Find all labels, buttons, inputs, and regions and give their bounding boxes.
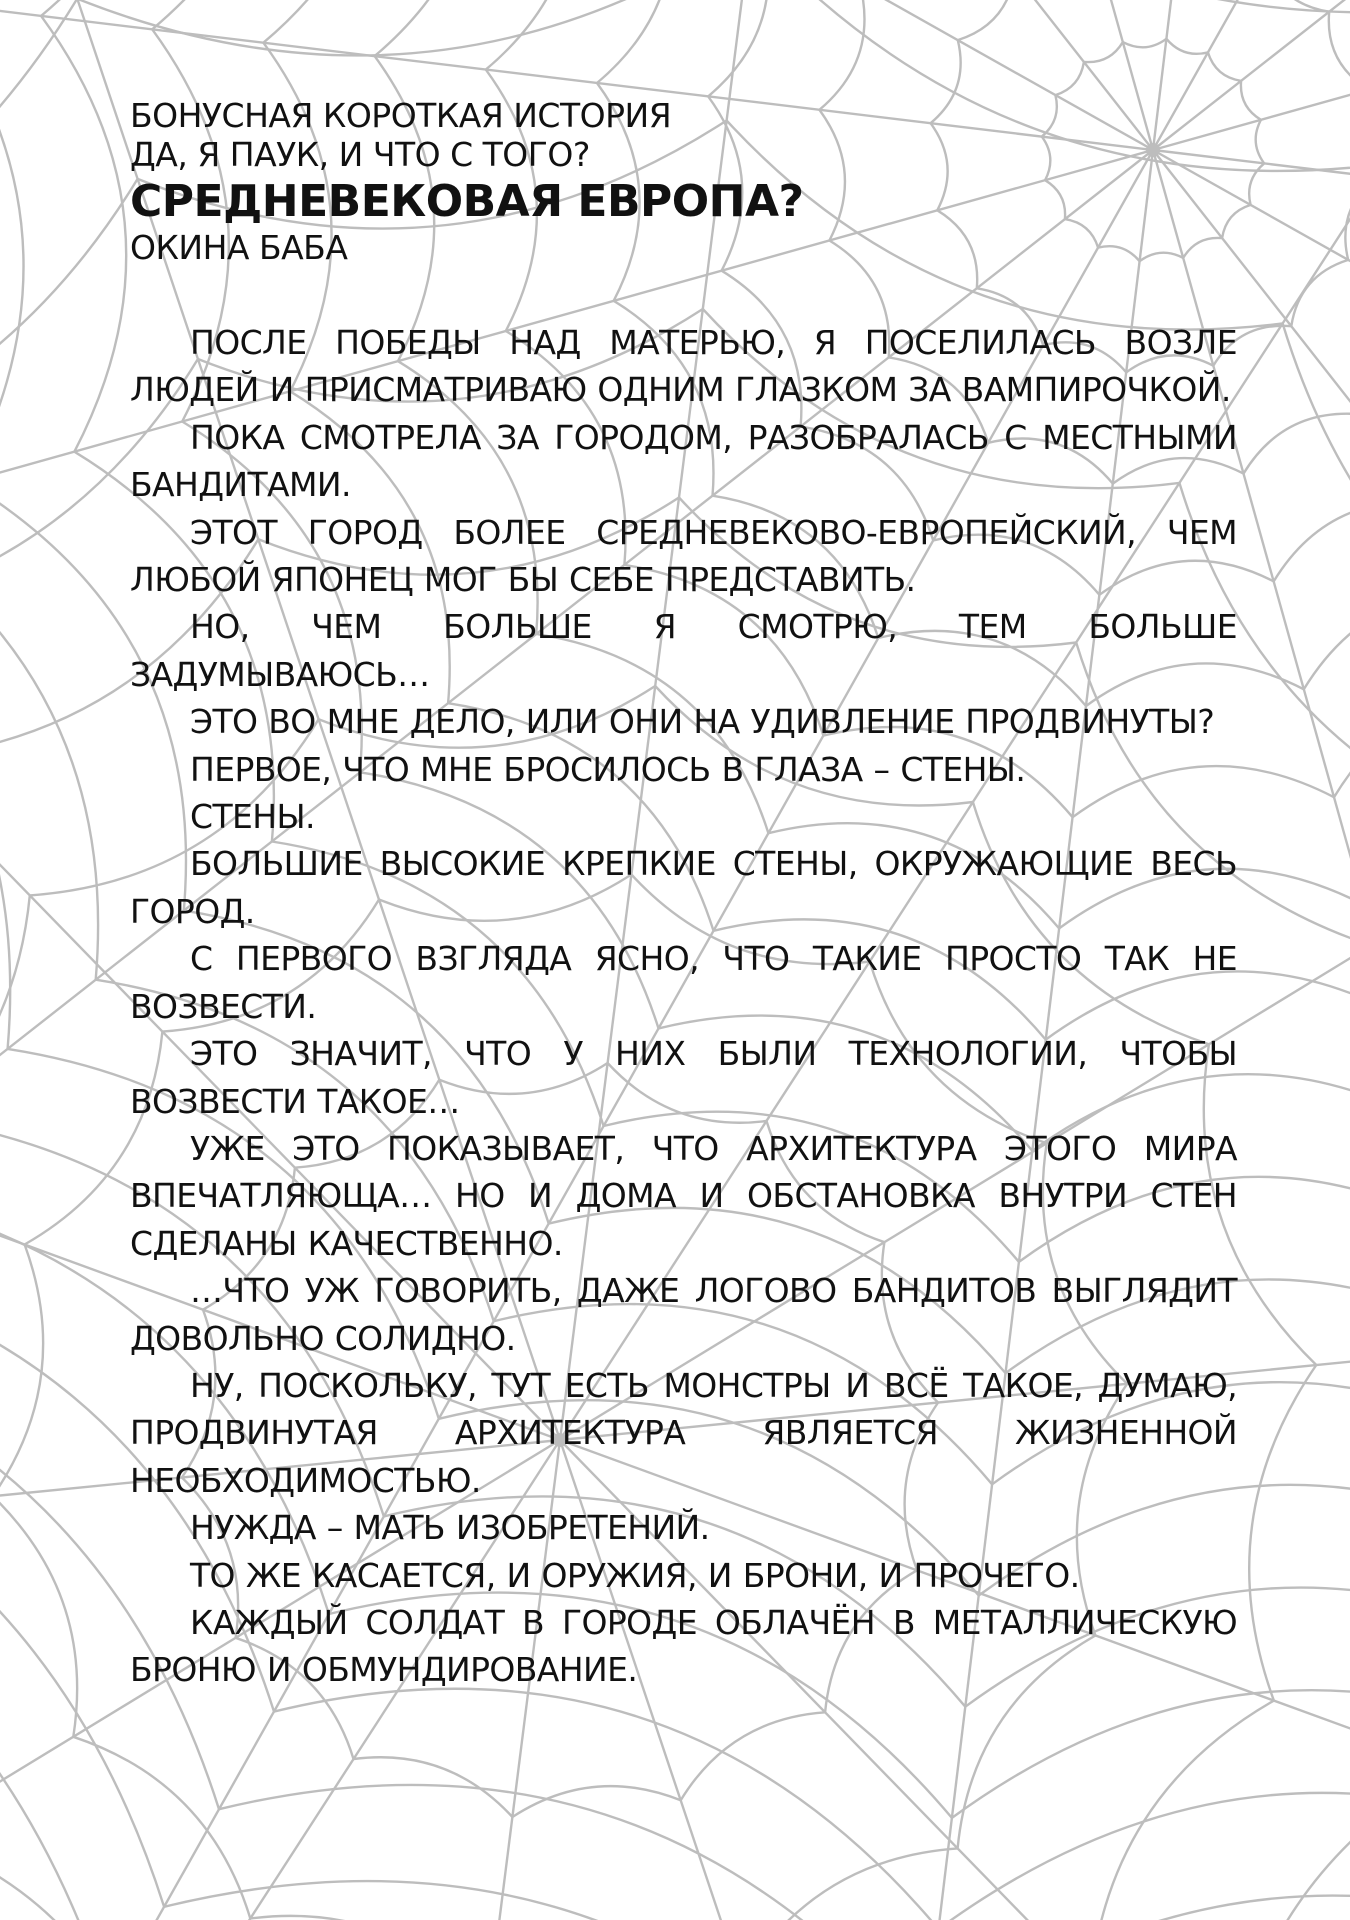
paragraph: НУ, ПОСКОЛЬКУ, ТУТ ЕСТЬ МОНСТРЫ И ВСЁ ТАКОЕ, ДУМАЮ, ПРОДВИНУТАЯ АРХИТЕКТУРА ЯВЛЯЕТСЯ ЖИЗНЕННОЙ НЕОБХОДИМОСТЬЮ. — [130, 1365, 1237, 1500]
paragraph: ЭТОТ ГОРОД БОЛЕЕ СРЕДНЕВЕКОВО-ЕВРОПЕЙСКИЙ, ЧЕМ ЛЮБОЙ ЯПОНЕЦ МОГ БЫ СЕБЕ ПРЕДСТАВИТЬ. — [130, 512, 1237, 600]
story-page — [130, 96, 1237, 1694]
story-body — [130, 319, 1237, 1694]
paragraph: ПОКА СМОТРЕЛА ЗА ГОРОДОМ, РАЗОБРАЛАСЬ С МЕСТНЫМИ БАНДИТАМИ. — [130, 417, 1237, 505]
paragraph: НУЖДА – МАТЬ ИЗОБРЕТЕНИЙ. — [190, 1508, 710, 1548]
paragraph: ЭТО ВО МНЕ ДЕЛО, ИЛИ ОНИ НА УДИВЛЕНИЕ ПРОДВИНУТЫ? — [190, 702, 1215, 742]
book-title: ДА, Я ПАУК, И ЧТО С ТОГО? — [130, 135, 590, 174]
paragraph: КАЖДЫЙ СОЛДАТ В ГОРОДЕ ОБЛАЧЁН В МЕТАЛЛИЧЕСКУЮ БРОНЮ И ОБМУНДИРОВАНИЕ. — [130, 1602, 1237, 1690]
paragraph: ТО ЖЕ КАСАЕТСЯ, И ОРУЖИЯ, И БРОНИ, И ПРОЧЕГО. — [190, 1555, 1080, 1595]
story-header — [130, 96, 1237, 267]
paragraph: ПОСЛЕ ПОБЕДЫ НАД МАТЕРЬЮ, Я ПОСЕЛИЛАСЬ ВОЗЛЕ ЛЮДЕЙ И ПРИСМАТРИВАЮ ОДНИМ ГЛАЗКОМ ЗА ВАМПИРОЧКОЙ. — [130, 323, 1237, 410]
paragraph: НО, ЧЕМ БОЛЬШЕ Я СМОТРЮ, ТЕМ БОЛЬШЕ ЗАДУМЫВАЮСЬ… — [130, 607, 1237, 694]
paragraph: СТЕНЫ. — [190, 797, 315, 837]
author-name: ОКИНА БАБА — [130, 228, 348, 267]
paragraph: УЖЕ ЭТО ПОКАЗЫВАЕТ, ЧТО АРХИТЕКТУРА ЭТОГО МИРА ВПЕЧАТЛЯЮЩА… НО И ДОМА И ОБСТАНОВКА ВНУТРИ СТЕН СДЕЛАНЫ КАЧЕСТВЕННО. — [130, 1128, 1237, 1263]
paragraph: …ЧТО УЖ ГОВОРИТЬ, ДАЖЕ ЛОГОВО БАНДИТОВ ВЫГЛЯДИТ ДОВОЛЬНО СОЛИДНО. — [130, 1271, 1237, 1358]
series-label: БОНУСНАЯ КОРОТКАЯ ИСТОРИЯ — [130, 96, 672, 135]
paragraph: ЭТО ЗНАЧИТ, ЧТО У НИХ БЫЛИ ТЕХНОЛОГИИ, ЧТОБЫ ВОЗВЕСТИ ТАКОЕ… — [130, 1034, 1237, 1121]
paragraph: ПЕРВОЕ, ЧТО МНЕ БРОСИЛОСЬ В ГЛАЗА – СТЕНЫ. — [190, 749, 1026, 789]
paragraph: БОЛЬШИЕ ВЫСОКИЕ КРЕПКИЕ СТЕНЫ, ОКРУЖАЮЩИЕ ВЕСЬ ГОРОД. — [130, 844, 1237, 931]
paragraph: С ПЕРВОГО ВЗГЛЯДА ЯСНО, ЧТО ТАКИЕ ПРОСТО ТАК НЕ ВОЗВЕСТИ. — [130, 939, 1237, 1026]
story-title: СРЕДНЕВЕКОВАЯ ЕВРОПА? — [130, 176, 804, 227]
